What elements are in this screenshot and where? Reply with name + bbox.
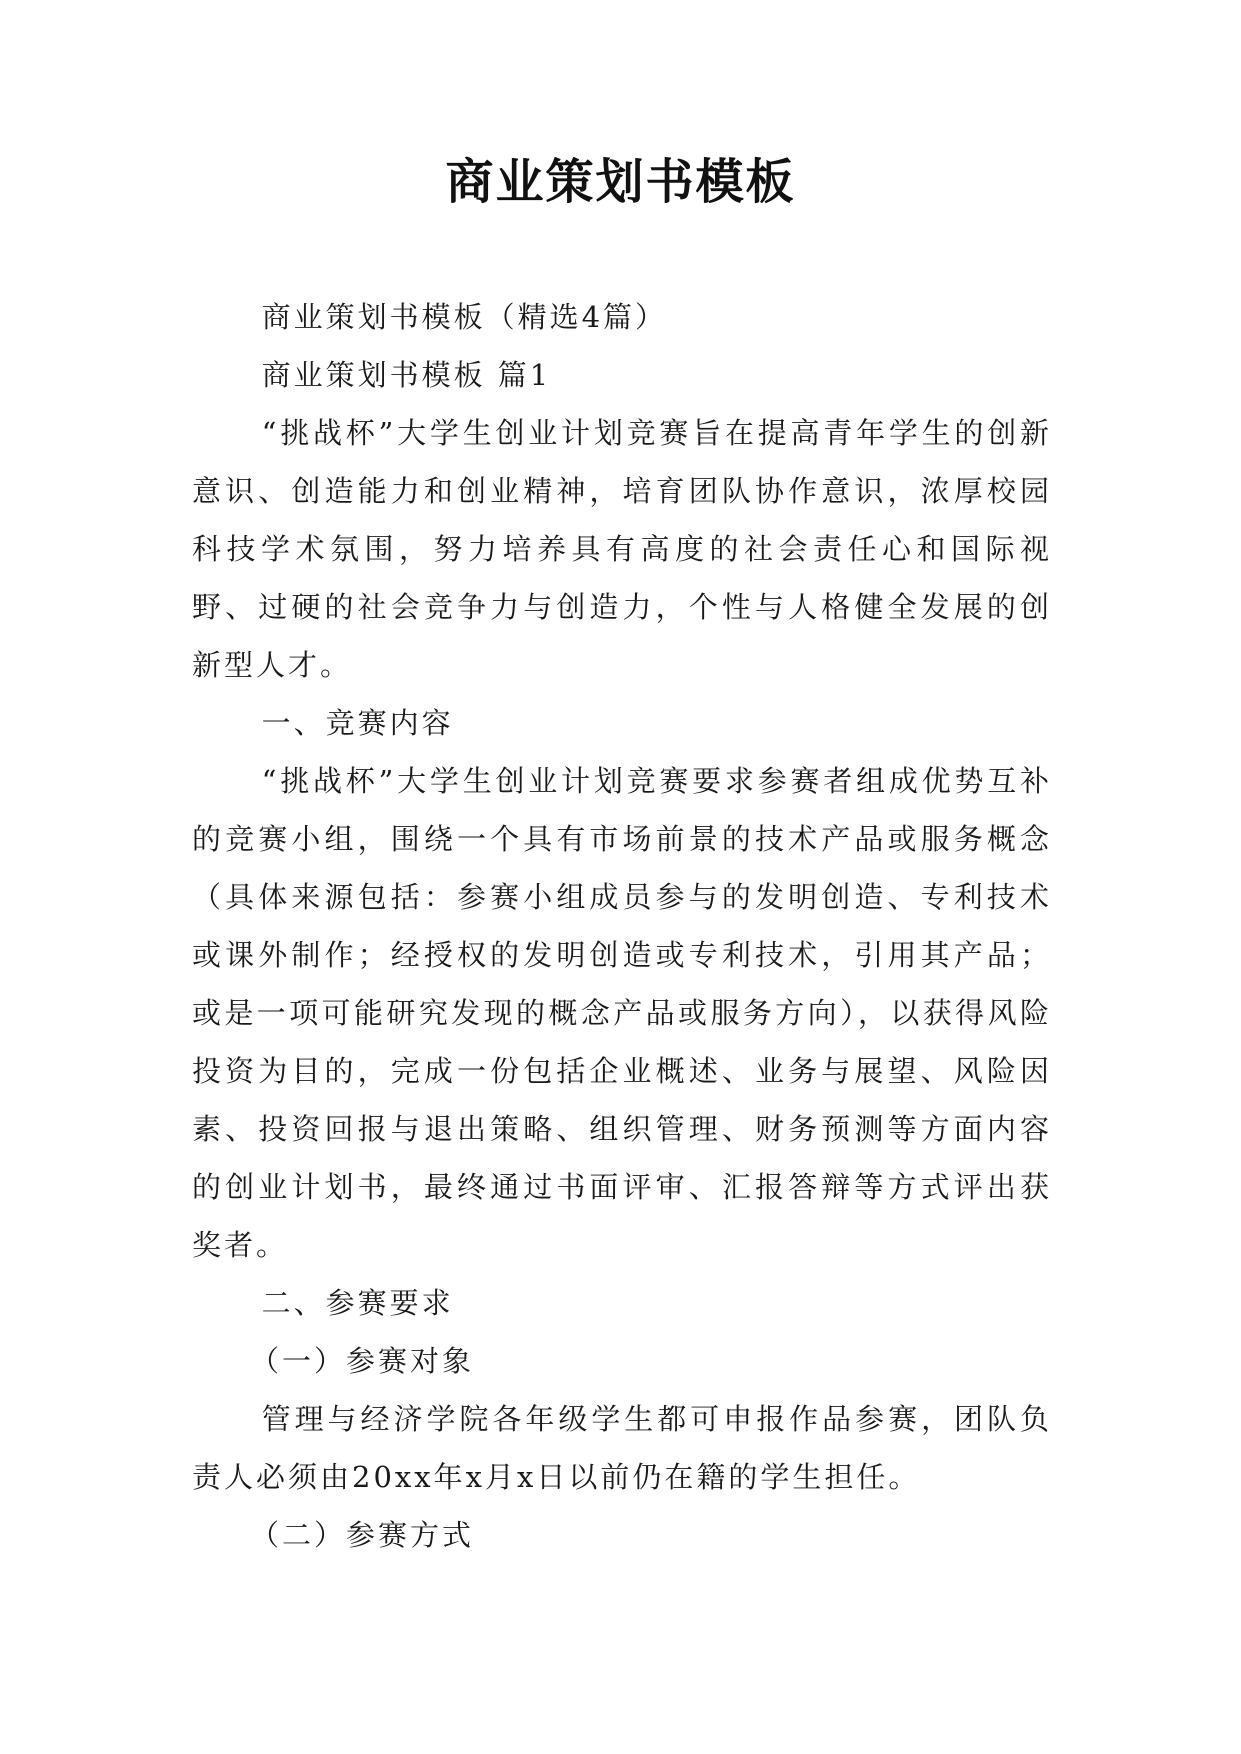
subsection-heading-participants: （一）参赛对象: [250, 1344, 475, 1378]
section-heading-requirements: 二、参赛要求: [261, 1286, 454, 1320]
section-heading-competition-content: 一、竞赛内容: [261, 706, 454, 740]
intro-paragraph: “挑战杯”大学生创业计划竞赛旨在提高青年学生的创新意识、创造能力和创业精神，培育团队协作意识，浓厚校园科技学术氛围，努力培养具有高度的社会责任心和国际视野、过硬的社会竞争力与创造力，个性与人格健全发展的创新型人才。: [192, 416, 1052, 682]
collection-heading: 商业策划书模板（精选4篇）: [261, 300, 668, 334]
article-heading: 商业策划书模板 篇1: [261, 358, 552, 392]
document-title: 商业策划书模板: [445, 154, 796, 210]
competition-content-paragraph: “挑战杯”大学生创业计划竞赛要求参赛者组成优势互补的竞赛小组，围绕一个具有市场前景的技术产品或服务概念（具体来源包括：参赛小组成员参与的发明创造、专利技术或课外制作；经授权的发明创造或专利技术，引用其产品；或是一项可能研究发现的概念产品或服务方向），以获得风险投资为目的，完成一份包括企业概述、业务与展望、风险因素、投资回报与退出策略、组织管理、财务预测等方面内容的创业计划书，最终通过书面评审、汇报答辩等方式评出获奖者。: [192, 764, 1052, 1262]
document-body: [192, 288, 1052, 1564]
participants-paragraph: 管理与经济学院各年级学生都可申报作品参赛，团队负责人必须由20xx年x月x日以前仍在籍的学生担任。: [192, 1402, 1052, 1494]
subsection-heading-method: （二）参赛方式: [250, 1518, 475, 1552]
